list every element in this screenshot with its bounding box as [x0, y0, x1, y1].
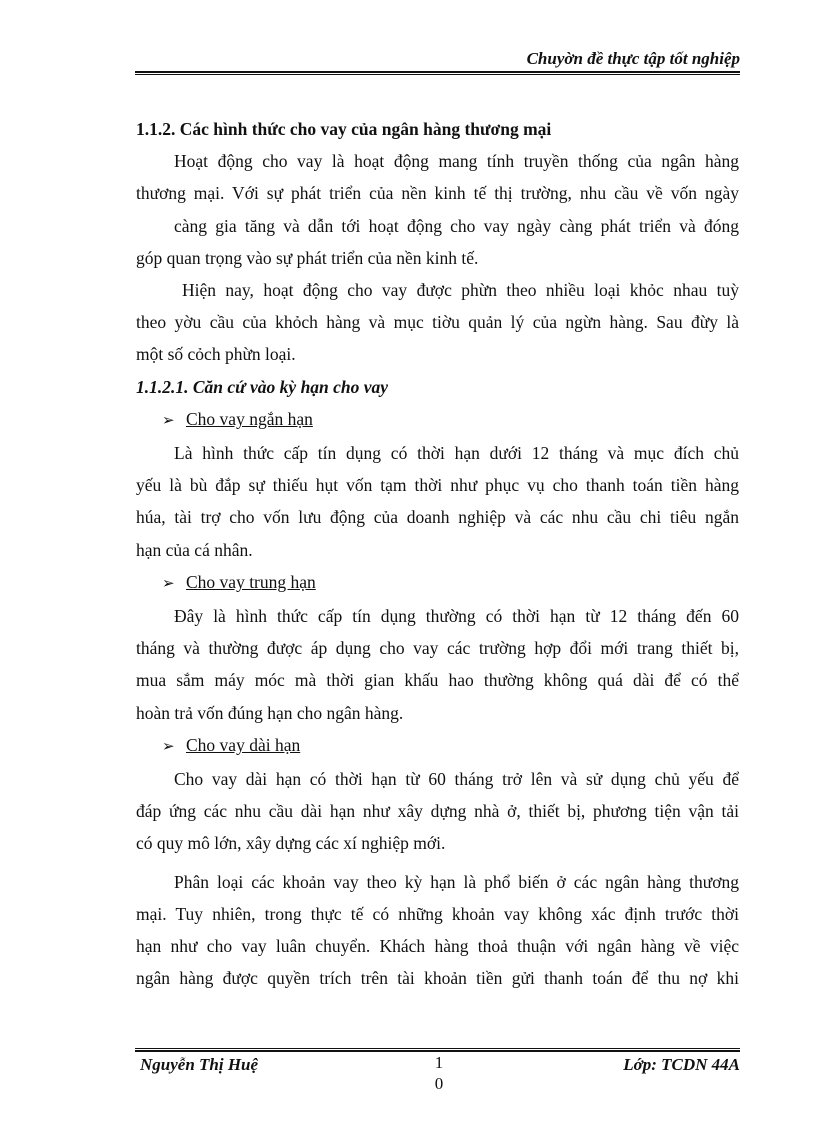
arrow-bullet-icon: ➢ — [162, 412, 175, 429]
section-heading: 1.1.2. Các hình thức cho vay của ngân hàng thương mại — [136, 119, 552, 139]
page-header-title: Chuyờn đề thực tập tốt nghiệp — [526, 49, 740, 68]
closing-line-1: Phân loại các khoản vay theo kỳ hạn là phổ biến ở các ngân hàng thương — [174, 871, 739, 892]
footer-class-label: Lớp: TCDN 44A — [623, 1055, 740, 1074]
closing-line-2: mại. Tuy nhiên, trong thực tế có những khoản vay không xác định trước thời — [136, 903, 739, 924]
short-line-3: húa, tài trợ cho vốn lưu động của doanh nghiệp và các nhu cầu chi tiêu ngắn — [136, 507, 739, 528]
arrow-bullet-icon: ➢ — [162, 575, 175, 592]
intro-line-3: càng gia tăng và dẫn tới hoạt động cho vay ngày càng phát triển và đóng — [174, 215, 739, 236]
bullet-label-short-term: Cho vay ngắn hạn — [186, 408, 313, 429]
page-number — [432, 1052, 446, 1094]
intro2-line-3: một số cỏch phừn loại. — [136, 344, 296, 365]
intro2-line-2: theo yờu cầu của khỏch hàng và mục tiờu quản lý của ngừn hàng. Sau đừy là — [136, 312, 739, 333]
short-line-4: hạn của cá nhân. — [136, 539, 253, 560]
long-line-1: Cho vay dài hạn có thời hạn từ 60 tháng trở lên và sử dụng chủ yếu để — [174, 769, 739, 790]
bullet-short-term — [136, 403, 739, 437]
page-number-bottom-digit: 0 — [434, 1074, 444, 1093]
medium-line-1: Đây là hình thức cấp tín dụng thường có thời hạn từ 12 tháng đến 60 — [174, 606, 739, 627]
long-line-2: đáp ứng các nhu cầu dài hạn như xây dựng nhà ở, thiết bị, phương tiện vận tải — [136, 801, 739, 822]
intro-line-2: thương mại. Với sự phát triển của nền kinh tế thị trường, nhu cầu về vốn ngày — [136, 183, 739, 204]
intro-line-4: góp quan trọng vào sự phát triển của nền kinh tế. — [136, 247, 479, 268]
arrow-bullet-icon: ➢ — [162, 738, 175, 755]
closing-line-3: hạn như cho vay luân chuyển. Khách hàng thoả thuận với ngân hàng về việc — [136, 936, 739, 957]
short-line-1: Là hình thức cấp tín dụng có thời hạn dưới 12 tháng và mục đích chủ — [174, 443, 739, 464]
bullet-long-term — [136, 729, 739, 763]
bullet-medium-term — [136, 566, 739, 600]
page-number-top-digit: 1 — [434, 1053, 444, 1072]
short-line-2: yếu là bù đắp sự thiếu hụt vốn tạm thời như phục vụ cho thanh toán tiền hàng — [136, 475, 739, 496]
footer-author: Nguyễn Thị Huệ — [140, 1055, 259, 1074]
subsection-heading: 1.1.2.1. Căn cứ vào kỳ hạn cho vay — [136, 376, 389, 397]
medium-line-4: hoàn trả vốn đúng hạn cho ngân hàng. — [136, 702, 404, 723]
intro2-line-1: Hiện nay, hoạt động cho vay được phừn theo nhiều loại khỏc nhau tuỳ — [182, 280, 739, 301]
medium-line-2: tháng và thường được áp dụng cho vay các trường hợp đổi mới trang thiết bị, — [136, 638, 739, 659]
header-divider — [135, 71, 740, 75]
bullet-label-long-term: Cho vay dài hạn — [186, 734, 301, 755]
medium-line-3: mua sắm máy móc mà thời gian khấu hao thường không quá dài để có thể — [136, 670, 739, 691]
closing-line-4: ngân hàng được quyền trích trên tài khoản tiền gửi thanh toán để thu nợ khi — [136, 968, 739, 989]
long-line-3: có quy mô lớn, xây dựng các xí nghiệp mới. — [136, 833, 446, 854]
bullet-label-medium-term: Cho vay trung hạn — [186, 571, 316, 592]
document-body — [136, 113, 739, 994]
intro-line-1: Hoạt động cho vay là hoạt động mang tính truyền thống của ngân hàng — [174, 151, 739, 172]
